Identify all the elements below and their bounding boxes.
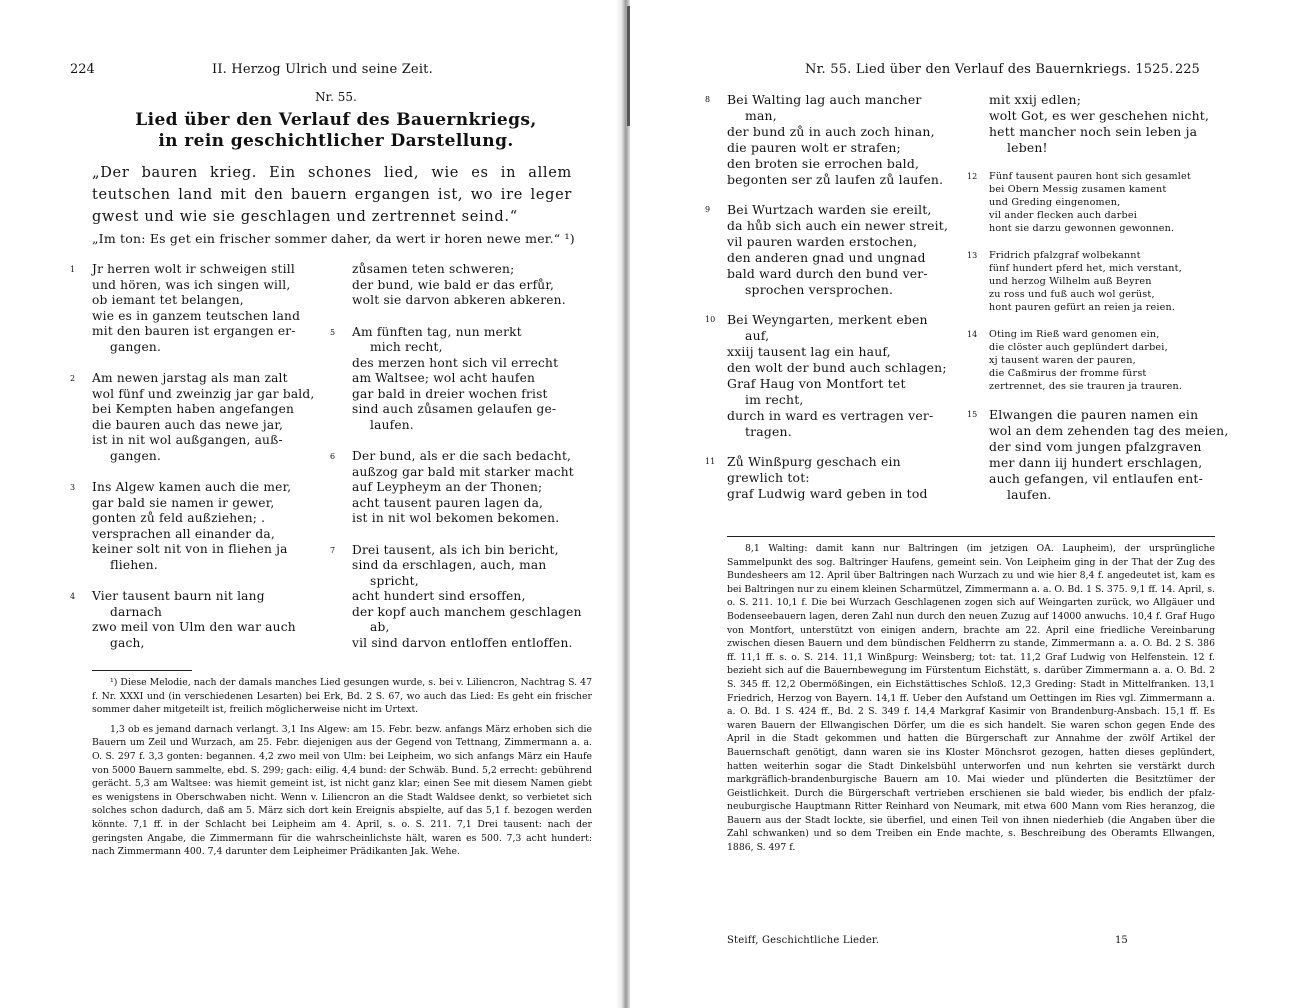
stanza (705, 202, 967, 298)
stanza-number: 6 (330, 452, 336, 461)
verse-line: gach, (110, 635, 145, 650)
verse-line: hett mancher noch sein leben ja (989, 124, 1198, 139)
verse-line: zu ross und fuß auch wol gerüst, (989, 289, 1155, 300)
verse-line: die Caßmirus der fromme fürst (989, 368, 1147, 379)
verse-line: wol fünf und zweinzig jar gar bald, (92, 386, 315, 401)
stanza (967, 170, 1215, 235)
verse-line: ist in nit wol bekomen bekomen. (352, 511, 560, 525)
verse-line: acht hundert sind ersoffen, (352, 589, 526, 603)
stanza-number: 5 (330, 327, 336, 337)
verse-line: wol an dem zehenden tag des meien, (989, 423, 1229, 438)
verse-line: darnach (110, 604, 163, 619)
verse-line: gangen. (110, 448, 162, 463)
verse-line: bei Kempten haben angefangen (92, 402, 295, 416)
verse-line: sprochen versprochen. (745, 282, 894, 297)
verse-line: Fünf tausent pauren hont sich gesamlet (989, 171, 1191, 182)
verse-line: Bei Weyngarten, merkent eben (727, 312, 928, 327)
stanza (70, 589, 327, 651)
sheet-signature: Steiff, Geschichtliche Lieder. (727, 935, 880, 946)
stanza (967, 328, 1215, 393)
verse-line: den anderen gnad und ungnad (727, 250, 926, 265)
sheet-number: 15 (1115, 935, 1128, 946)
stanza (330, 542, 582, 652)
verse-line: Elwangen die pauren namen ein (989, 407, 1199, 422)
verse-line: ob iemant tet belangen, (92, 293, 244, 307)
verse-line: Ins Algew kamen auch die mer, (92, 480, 292, 494)
verse-line: des merzen hont sich vil errecht (352, 355, 559, 370)
stanza-number: 3 (70, 483, 76, 492)
stanza-number: 13 (967, 251, 978, 260)
verse-line: mich recht, (370, 340, 443, 354)
stanza (70, 480, 327, 573)
verse-line: Am newen jarstag als man zalt (92, 371, 288, 385)
verse-line: ist in nit wol außgangen, auß- (92, 433, 283, 447)
verse-line: wolt sie darvon abkeren abkeren. (352, 293, 566, 307)
stanza-number: 12 (967, 172, 978, 181)
verse-line: laufen. (370, 417, 414, 432)
stanza (330, 449, 582, 527)
verse-line: Der bund, als er die sach bedacht, (352, 449, 572, 463)
verse-line: gonten zů feld außziehen; . (92, 511, 266, 525)
verse-line: außzog gar bald mit starker macht (352, 464, 574, 479)
stanza (70, 371, 327, 464)
stanza (705, 454, 967, 502)
footnote-rule (727, 536, 1215, 537)
stanza (989, 92, 1215, 156)
verse-line: versprachen all einander da, (92, 526, 275, 541)
verse-line: der bund, wie bald er das erfůr, (352, 277, 555, 292)
verse-line: grewlich tot: (727, 470, 810, 485)
stanza (352, 262, 582, 309)
verse-line: man, (745, 108, 777, 123)
verse-line: und hören, was ich singen will, (92, 277, 291, 292)
stanza-number: 4 (70, 592, 76, 601)
footnote-rule (92, 670, 192, 671)
verse-line: mer dann iij hundert erschlagen, (989, 455, 1203, 470)
verse-line: der sind vom jungen pfalzgraven (989, 439, 1202, 454)
page-number: 225 (1175, 62, 1200, 77)
page-number: 224 (70, 62, 95, 77)
verse-line: tragen. (745, 424, 792, 439)
verse-line: mit den bauren ist ergangen er- (92, 324, 296, 338)
stanza (967, 249, 1215, 314)
verse-line: durch in ward es vertragen ver- (727, 408, 934, 423)
song-intro-quote: „Der bauren krieg. Ein schones lied, wie es in allem teutschen land mit den bauern ergangen ist, wo ire leger gwest und wie sie geschlagen und zertrennet seind.“ (92, 165, 572, 225)
footnote-melody: ¹) Diese Melodie, nach der damals manches Lied gesungen wurde, s. bei v. Liliencron, Nachtrag S. 47 f. Nr. XXXI und (in verschiedenen Lesarten) bei Erk, Bd. 2 S. 67, wo auch das Lied: Es geht ein frischer sommer daher mitgeteilt ist, freilich möglicherweise nicht im Urtext. (92, 677, 592, 716)
tune-note: „Im ton: Es get ein frischer sommer daher, da wert ir horen newe mer.“ ¹) (92, 231, 575, 246)
verse-line: gangen. (110, 339, 162, 354)
stanza (705, 312, 967, 440)
song-title-line-1: Lied über den Verlauf des Bauernkriegs, (135, 110, 537, 130)
verse-line: laufen. (1007, 487, 1052, 502)
verse-line: bald ward durch den bund ver- (727, 266, 928, 281)
stanza (705, 92, 967, 188)
verse-line: sind da erschlagen, auch, man (352, 558, 547, 572)
verse-line: vil sind darvon entloffen entloffen. (352, 635, 573, 650)
verse-line: fliehen. (110, 557, 158, 572)
verse-line: auch gefangen, vil entlaufen ent- (989, 471, 1203, 486)
verse-line: und Greding eingenomen, (989, 197, 1121, 208)
stanza (967, 407, 1229, 503)
verse-line: die bauren auch das newe jar, (92, 417, 284, 432)
verse-line: leben! (1007, 140, 1048, 155)
verse-line: Jr herren wolt ir schweigen still (92, 262, 295, 276)
footnote-commentary: 1,3 ob es jemand darnach verlangt. 3,1 Ins Algew: am 15. Febr. bezw. anfangs März erhoben sich die Bauern um Zeil und Wurzach, am 25. Febr. diejenigen aus der Gegend von Tettnang, Zimmermann a. a. O. S. 297 f. 3,3 gonten: begannen. 4,2 zwo meil von Ulm: bei Leipheim, wo sich anfangs März ein Haufe von 5000 Bauern sammelte, ebd. S. 299; gach: eilig. 4,4 bund: der Schwäb. Bund. 5,2 errecht: gebührend gerächt. 5,3 am Waltsee: was hiemit gemeint ist, ist nicht ganz klar; einen See mit diesem Namen giebt es wenigstens in Oberschwaben nicht. Wenn v. Liliencron an die Stadt Waldsee denkt, so verbietet sich solches schon dadurch, daß am 5. März sich dort kein Ereignis abspielte, auf das 5,1 f. bezogen werden könnte. 7,1 ff. in der Schlacht bei Leipheim am 4. April, s. o. S. 211. 7,1 Drei tausent: nach der geringsten Angabe, die Zimmermann für die wahrscheinlichste hält, waren es 500. 7,3 acht hundert: nach Zimmermann 400. 7,4 darunter dem Leipheimer Prädikanten Jak. Wehe. (92, 723, 592, 858)
book-gutter (616, 0, 630, 1008)
verse-line: im recht, (745, 392, 804, 407)
stanza-number: 7 (330, 545, 336, 555)
gutter-shadow (627, 6, 630, 126)
verse-line: Drei tausent, als ich bin bericht, (352, 542, 559, 557)
verse-line: hont sie darzu gewonnen gewonnen. (989, 223, 1175, 234)
verse-line: da hůb sich auch ein newer streit, (727, 218, 949, 233)
verse-line: zůsamen teten schweren; (352, 262, 515, 276)
verse-line: wie es in ganzem teutschen land (92, 308, 301, 323)
verse-line: die pauren wolt er strafen; (727, 140, 901, 155)
verse-line: wolt Got, es wer geschehen nicht, (989, 108, 1210, 123)
verse-line: graf Ludwig ward geben in tod (727, 486, 928, 501)
verse-line: und herzog Wilhelm auß Beyren (989, 276, 1152, 287)
stanza-number: 15 (967, 410, 978, 419)
verse-line: auf Leypheym an der Thonen; (352, 480, 543, 494)
verse-line: spricht, (370, 573, 419, 588)
song-title (70, 110, 602, 152)
footnotes (92, 676, 592, 865)
footnotes (727, 542, 1215, 861)
stanza (70, 262, 327, 355)
verse-line: die clöster auch geplündert darbei, (989, 342, 1168, 353)
verse-line: sind auch zůsamen gelaufen ge- (352, 402, 557, 416)
verse-line: hont pauren gefürt an reien ja reien. (989, 302, 1176, 313)
verse-line: Am fünften tag, nun merkt (352, 324, 522, 339)
verse-line: den wolt der bund auch schlagen; (727, 360, 947, 375)
verse-line: Graf Haug von Montfort tet (727, 376, 906, 391)
verse-line: keiner solt nit von in fliehen ja (92, 542, 288, 556)
song-title-line-2: in rein geschichtlicher Darstellung. (158, 131, 514, 151)
verse-line: der kopf auch manchem geschlagen (352, 604, 582, 619)
running-head: II. Herzog Ulrich und seine Zeit. (212, 62, 433, 77)
song-number: Nr. 55. (315, 90, 357, 104)
verse-line: Bei Wurtzach warden sie ereilt, (727, 202, 932, 217)
stanza-number: 14 (967, 330, 978, 339)
verse-line: den broten sie errochen bald, (727, 156, 920, 171)
verse-line: mit xxij edlen; (989, 92, 1082, 107)
verse-line: begonten ser zů laufen zů laufen. (727, 172, 944, 187)
stanza-number: 10 (705, 315, 716, 324)
verse-line: gar bald in dreier wochen frist (352, 386, 548, 401)
verse-line: gar bald sie namen ir gewer, (92, 495, 275, 510)
running-head: Nr. 55. Lied über den Verlauf des Bauernkriegs. 1525. (805, 62, 1174, 77)
stanza-number: 11 (705, 457, 716, 466)
verse-line: vil pauren warden erstochen, (727, 234, 918, 249)
verse-line: Fridrich pfalzgraf wolbekannt (989, 250, 1141, 261)
verse-line: zwo meil von Ulm den war auch (92, 620, 296, 634)
verse-line: Bei Walting lag auch mancher (727, 92, 922, 107)
verse-line: am Waltsee; wol acht haufen (352, 371, 536, 385)
verse-line: Oting im Rieß ward genomen ein, (989, 329, 1160, 340)
stanza-number: 8 (705, 95, 711, 104)
verse-line: vil ander flecken auch darbei (989, 210, 1137, 221)
footnote-commentary: 8,1 Walting: damit kann nur Baltringen (im jetzigen OA. Laupheim), der ursprüngliche Sammelpunkt des sog. Baltringer Haufens, gemeint sein. Von Leipheim ging in der That der Zug des Bundesheers am 12. April über Baltringen nach Wurzach zu und wie hier 8,4 f. angedeutet ist, kam es bei Baltringen nur zu einem kleinen Scharmützel, Zimmermann a. a. O. Bd. 1 S. 375. 9,1 ff. 14. April, s. o. S. 211. 10,1 f. Die bei Wurzach Geschlagenen zogen sich auf Weingarten zurück, wo Allgäuer und Bodenseebauern lagen, deren Zahl nun durch den neuen Zuzug auf 14000 anwuchs. 10,4 f. Graf Hugo von Montfort, unterstützt von einigen andern, brachte am 22. April eine friedliche Vereinbarung zwischen diesen Bauern und dem bündischen Feldherrn zu stande, Zimmermann a. a. O. Bd. 2 S. 386 ff. 11,1 ff. s. o. S. 214. 11,1 Winßpurg: Weinsberg; tot: tat. 11,2 Graf Ludwig von Helfenstein. 12 f. bezieht sich auf die Bauernbewegung im Fürstentum Eichstätt, s. darüber Zimmermann a. a. O. Bd. 2 S. 345 ff. 12,2 Obermößingen, ein Eichstättisches Schloß. 12,3 Greding: Stadt in Mittelfranken. 13,1 Friedrich, Herzog von Bayern. 14,1 ff. Ueber den Aufstand um Oettingen im Ries vgl. Zimmermann a. a. O. Bd. 1 S. 424 ff., Bd. 2 S. 349 f. 14,4 Markgraf Kasimir von Brandenburg-Ansbach. 15,1 ff. Es waren Bauern der Ellwangischen Dörfer, um die es sich handelt. Sie waren schon gegen Ende des April in die Stadt gekommen und hatten die Bürgerschaft zur Annahme der zwölf Artikel der Bauernschaft genötigt, dann waren sie ins Kloster Mönchsrot gezogen, hatten dieses geplündert, hatten weiterhin sogar die Stadt Dinkelsbühl unterworfen und nun kehrten sie verstärkt durch markgräflich-brandenburgische Bauern am 10. Mai wieder und plünderten die Besitztümer der Geistlichkeit. Durch die Bürgerschaft vertrieben erschienen sie bald wieder, bis endlich der pfalz-neuburgische Hauptmann Ritter Reinhard von Neumark, mit etwa 600 Mann vom Ries heranzog, die Bauern aus der Stadt lockte, sie überfiel, und einen Teil von ihnen niederhieb (die Angaben über die Zahl schwanken) und so dem Treiben ein Ende machte, s. Beschreibung des Oberamts Ellwangen, 1886, S. 497 f. (727, 543, 1215, 854)
stanza-number: 2 (70, 374, 76, 383)
verse-line: Zů Winßpurg geschach ein (727, 454, 901, 469)
stanza (330, 324, 582, 434)
verse-line: der bund zů in auch zoch hinan, (727, 124, 935, 139)
verse-line: acht tausent pauren lagen da, (352, 495, 544, 510)
verse-line: ab, (370, 620, 390, 634)
stanza-number: 1 (70, 265, 76, 274)
verse-line: fünf hundert pferd het, mich verstant, (989, 263, 1182, 274)
verse-line: xj tausent waren der pauren, (989, 355, 1136, 366)
stanza-number: 9 (705, 205, 711, 214)
verse-line: xxiij tausent lag ein hauf, (727, 344, 891, 359)
verse-line: bei Obern Messig zusamen kament (989, 184, 1167, 195)
verse-line: auf, (745, 328, 770, 343)
verse-line: zertrennet, des sie trauren ja trauren. (989, 381, 1183, 392)
verse-line: Vier tausent baurn nit lang (92, 589, 265, 603)
